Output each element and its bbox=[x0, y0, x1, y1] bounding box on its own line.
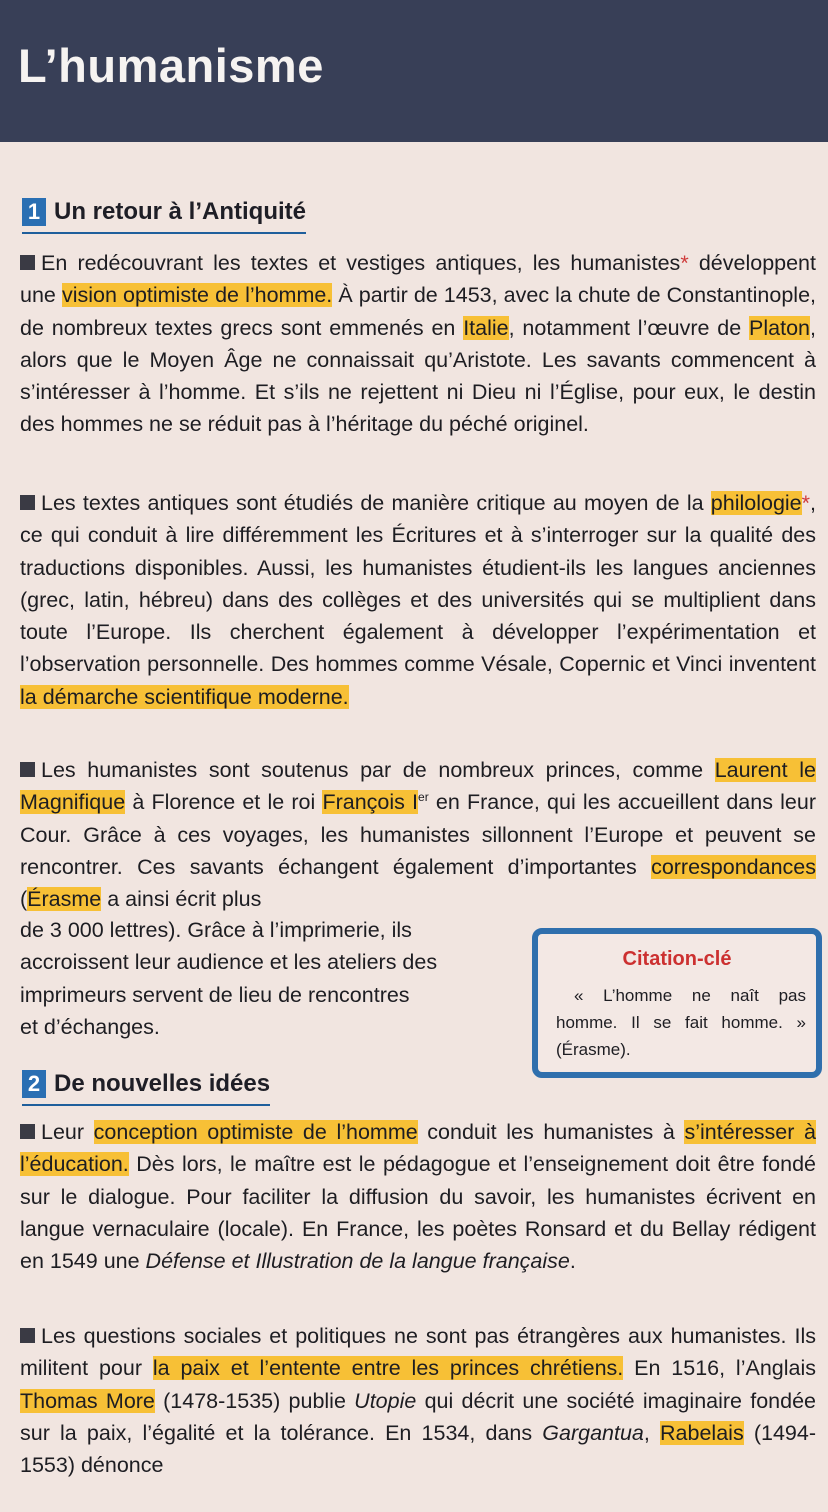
text-run: à Florence et le roi bbox=[125, 790, 323, 815]
section-2-title: De nouvelles idées bbox=[54, 1070, 271, 1097]
highlighted-text: Italie bbox=[463, 315, 509, 340]
page-title: L’humanisme bbox=[18, 39, 324, 92]
highlighted-text: correspondances bbox=[651, 854, 816, 879]
glossary-asterisk: * bbox=[680, 251, 689, 275]
text-run: (1478-1535) publie bbox=[154, 1388, 355, 1413]
highlighted-text: philologie bbox=[710, 491, 802, 515]
continued-line: et d’échanges. bbox=[20, 1014, 160, 1039]
text-run: , ce qui conduit à lire différemment les Écritures et à s’interroger sur la qualité des traductions disponibles. Aussi, les humanistes étudient-ils les langues anciennes (grec, latin, hébreu) dans des collèges et des universités qui se multiplient dans toute l’Europe. Ils cherchent également à développer l’expérimentation et l’observation personnelle. Des hommes comme Vésale, Copernic et Vinci inventent bbox=[20, 491, 816, 677]
text-run: er bbox=[418, 790, 429, 805]
text-run: , alors que le Moyen Âge ne connaissait qu’Aristote. Les savants commencent à s’intéresser à l’homme. Et s’ils ne rejettent ni Dieu ni l’Église, pour eux, le destin des hommes ne se réduit pas à l’héritage du péché originel. bbox=[20, 315, 816, 437]
text-run: , notamment l’œuvre de bbox=[508, 315, 750, 340]
bullet-square-icon bbox=[20, 1124, 35, 1139]
highlighted-text: conception optimiste de l’homme bbox=[93, 1120, 418, 1144]
highlighted-text: Platon bbox=[749, 315, 810, 340]
bullet-square-icon bbox=[20, 1328, 35, 1343]
bullet-square-icon bbox=[20, 495, 35, 510]
text-run: Les questions sociales et politiques ne sont pas étrangères aux humanistes. Ils militent pour bbox=[20, 1324, 816, 1381]
text-run: Défense et Illustration de la langue française bbox=[145, 1249, 570, 1274]
highlighted-text: Laurent le Magnifique bbox=[20, 758, 816, 815]
text-run: conduit les humanistes à bbox=[417, 1120, 685, 1144]
text-run: Les textes antiques sont étudiés de manière critique au moyen de la bbox=[41, 491, 711, 515]
bullet-square-icon bbox=[20, 762, 35, 777]
text-run: En redécouvrant les textes et vestiges antiques, les humanistes bbox=[41, 251, 681, 275]
text-run: Dès lors, le maître est le pédagogue et l’enseignement doit être fondé sur le dialogue. Pour faciliter la diffusion du savoir, les humanistes écrivent en langue vernaculaire (locale). En France, les poètes Ronsard et du Bellay rédigent en 1549 une bbox=[20, 1152, 816, 1274]
text-run: ( bbox=[20, 887, 28, 912]
highlighted-text: vision optimiste de l’homme. bbox=[61, 283, 333, 308]
key-quote-body: « L’homme ne naît pas homme. Il se fait homme. » (Érasme). bbox=[556, 986, 806, 1059]
highlighted-text: la paix et l’entente entre les princes chrétiens. bbox=[152, 1356, 624, 1381]
text-run: Les humanistes sont soutenus par de nombreux princes, comme bbox=[41, 758, 715, 782]
text-run: (1494-1553) dénonce bbox=[20, 1420, 817, 1478]
highlighted-text: Thomas More bbox=[20, 1388, 155, 1413]
highlighted-text: s’intéresser à l’éducation. bbox=[20, 1120, 816, 1177]
highlighted-text: Érasme bbox=[27, 887, 102, 912]
section-1-paragraph-3 bbox=[20, 754, 816, 915]
section-2-paragraph-2 bbox=[20, 1320, 816, 1481]
section-1-heading bbox=[22, 198, 306, 234]
text-run: Leur bbox=[41, 1120, 94, 1144]
text-run: a ainsi écrit plus bbox=[101, 887, 262, 912]
text-run: en France, qui les accueillent dans leur Cour. Grâce à ces voyages, les humanistes sillonnent l’Europe et peuvent se rencontrer. Ces savants échangent également d’importantes bbox=[20, 790, 816, 879]
section-1-title: Un retour à l’Antiquité bbox=[54, 198, 306, 225]
section-2-heading bbox=[22, 1070, 270, 1106]
highlighted-text: Rabelais bbox=[660, 1420, 744, 1445]
highlighted-text: la démarche scientifique moderne. bbox=[20, 684, 349, 709]
key-quote-text bbox=[556, 982, 806, 1063]
page-header bbox=[0, 0, 828, 142]
text-run: , bbox=[643, 1420, 661, 1445]
section-1-paragraph-2 bbox=[20, 487, 816, 713]
text-run: qui décrit une société imaginaire fondée sur la paix, l’égalité et la tolérance. En 1534, dans bbox=[20, 1388, 817, 1445]
text-run: En 1516, l’Anglais bbox=[623, 1356, 817, 1381]
text-run: Gargantua bbox=[542, 1420, 644, 1445]
section-2-number: 2 bbox=[22, 1070, 46, 1098]
section-1-number: 1 bbox=[22, 198, 46, 226]
section-2-paragraph-1 bbox=[20, 1116, 816, 1277]
continued-line: accroissent leur audience et les ateliers des bbox=[20, 950, 438, 975]
text-run: Utopie bbox=[354, 1388, 417, 1413]
glossary-asterisk: * bbox=[801, 491, 811, 515]
text-run: développent une bbox=[20, 251, 816, 308]
highlighted-text: François I bbox=[322, 790, 419, 815]
text-run: . bbox=[569, 1249, 576, 1274]
text-run: À partir de 1453, avec la chute de Constantinople, de nombreux textes grecs sont emmenés en bbox=[20, 283, 816, 340]
continued-line: de 3 000 lettres). Grâce à l’imprimerie, ils bbox=[20, 918, 412, 942]
key-quote-box bbox=[532, 928, 822, 1078]
key-quote-title: Citation-clé bbox=[622, 948, 732, 970]
continued-line: imprimeurs servent de lieu de rencontres bbox=[20, 982, 410, 1007]
section-1-paragraph-3-continued bbox=[20, 914, 510, 1043]
bullet-square-icon bbox=[20, 255, 35, 270]
section-1-paragraph-1 bbox=[20, 247, 816, 441]
